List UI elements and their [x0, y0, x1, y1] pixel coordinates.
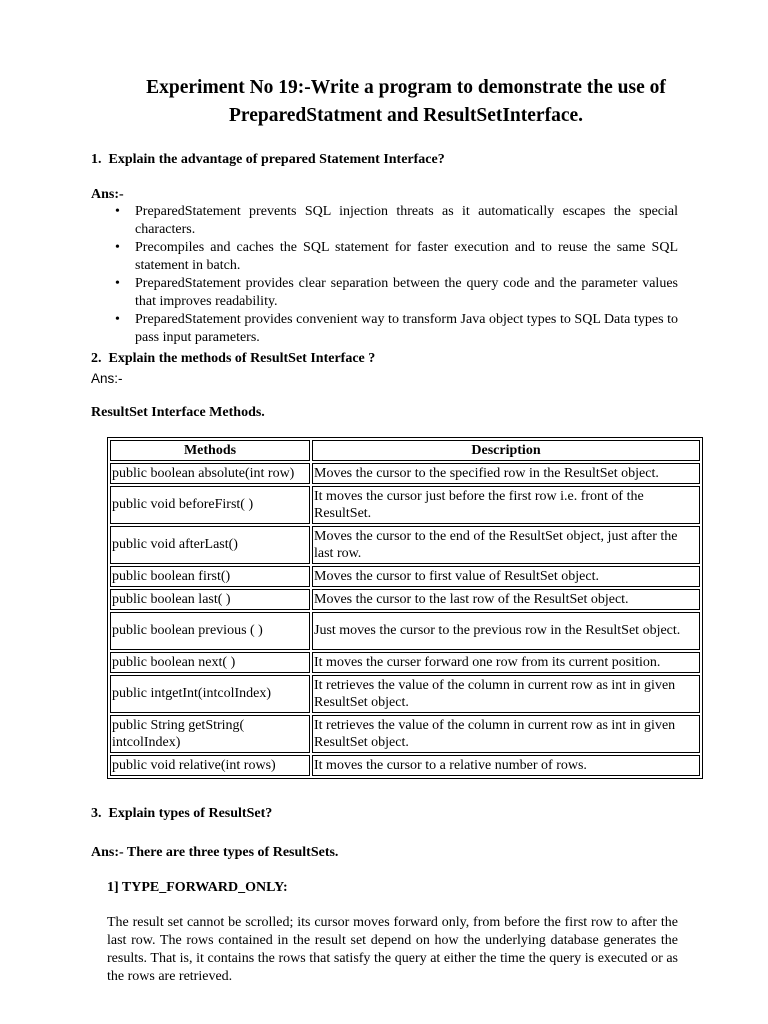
methods-table: [107, 437, 703, 779]
table-row: [110, 715, 700, 753]
description-cell: It retrieves the value of the column in current row as int in given ResultSet object.: [312, 675, 700, 713]
description-cell: It retrieves the value of the column in current row as int in given ResultSet object.: [312, 715, 700, 753]
question-1-text: Explain the advantage of prepared Statement Interface?: [108, 152, 445, 167]
table-row: [110, 589, 700, 610]
answer-3: Ans:- There are three types of ResultSets.: [91, 845, 339, 860]
question-2: [91, 350, 375, 368]
description-column-header: Description: [312, 440, 700, 461]
description-cell: Moves the cursor to the specified row in the ResultSet object.: [312, 463, 700, 484]
bullet-icon: •: [115, 204, 120, 219]
bullet-item: [91, 203, 678, 239]
type-forward-only-description: The result set cannot be scrolled; its cursor moves forward only, from before the first row to after the last row. The rows contained in the result set depend on how the underlying database generates the results. That is, it contains the rows that satisfy the query at either the time the query is executed or as the rows are retrieved.: [107, 915, 678, 984]
table-row: [110, 755, 700, 776]
method-cell: public boolean previous ( ): [110, 612, 310, 650]
answer-2-label: Ans:-: [91, 371, 123, 386]
table-row: [110, 526, 700, 564]
bullet-text: PreparedStatement provides convenient way to transform Java object types to SQL Data types to pass input parameters.: [135, 312, 678, 345]
question-2-number: 2.: [91, 351, 102, 366]
question-2-text: Explain the methods of ResultSet Interface ?: [108, 351, 376, 366]
method-cell: public boolean absolute(int row): [110, 463, 310, 484]
question-3-text: Explain types of ResultSet?: [108, 806, 273, 821]
question-3-number: 3.: [91, 806, 102, 821]
table-row: [110, 486, 700, 524]
description-cell: Just moves the cursor to the previous row in the ResultSet object.: [312, 612, 700, 650]
resultset-methods-heading: ResultSet Interface Methods.: [91, 405, 265, 420]
description-cell: Moves the cursor to first value of ResultSet object.: [312, 566, 700, 587]
description-cell: Moves the cursor to the end of the ResultSet object, just after the last row.: [312, 526, 700, 564]
method-cell: public boolean last( ): [110, 589, 310, 610]
bullet-text: Precompiles and caches the SQL statement for faster execution and to reuse the same SQL statement in batch.: [135, 240, 678, 273]
table-row: [110, 652, 700, 673]
bullet-icon: •: [115, 276, 120, 291]
question-1: [91, 151, 445, 169]
table-row: [110, 612, 700, 650]
description-cell: Moves the cursor to the last row of the ResultSet object.: [312, 589, 700, 610]
title-line-1: Experiment No 19:-Write a program to demonstrate the use of: [146, 77, 666, 98]
method-cell: public void beforeFirst( ): [110, 486, 310, 524]
method-cell: public void afterLast(): [110, 526, 310, 564]
method-cell: public intgetInt(intcolIndex): [110, 675, 310, 713]
table-row: [110, 463, 700, 484]
answer-1-label: Ans:-: [91, 187, 124, 202]
description-cell: It moves the curser forward one row from its current position.: [312, 652, 700, 673]
method-cell: public String getString( intcolIndex): [110, 715, 310, 753]
title-line-2: PreparedStatment and ResultSetInterface.: [228, 105, 584, 126]
type-forward-only-heading: 1] TYPE_FORWARD_ONLY:: [107, 880, 288, 895]
table-header-row: [110, 440, 700, 461]
method-cell: public void relative(int rows): [110, 755, 310, 776]
bullet-text: PreparedStatement provides clear separation between the query code and the parameter values that improves readability.: [135, 276, 678, 309]
bullet-item: [91, 275, 678, 311]
method-cell: public boolean next( ): [110, 652, 310, 673]
description-cell: It moves the cursor just before the first row i.e. front of the ResultSet.: [312, 486, 700, 524]
question-1-number: 1.: [91, 152, 102, 167]
table-row: [110, 675, 700, 713]
bullet-icon: •: [115, 240, 120, 255]
answer-1-bullet-list: [91, 203, 678, 347]
method-cell: public boolean first(): [110, 566, 310, 587]
table-row: [110, 566, 700, 587]
bullet-item: [91, 239, 678, 275]
description-cell: It moves the cursor to a relative number of rows.: [312, 755, 700, 776]
page-title: [0, 74, 768, 130]
bullet-item: [91, 311, 678, 347]
methods-column-header: Methods: [110, 440, 310, 461]
bullet-icon: •: [115, 312, 120, 327]
bullet-text: PreparedStatement prevents SQL injection threats as it automatically escapes the special characters.: [135, 204, 678, 237]
question-3: [91, 805, 272, 823]
